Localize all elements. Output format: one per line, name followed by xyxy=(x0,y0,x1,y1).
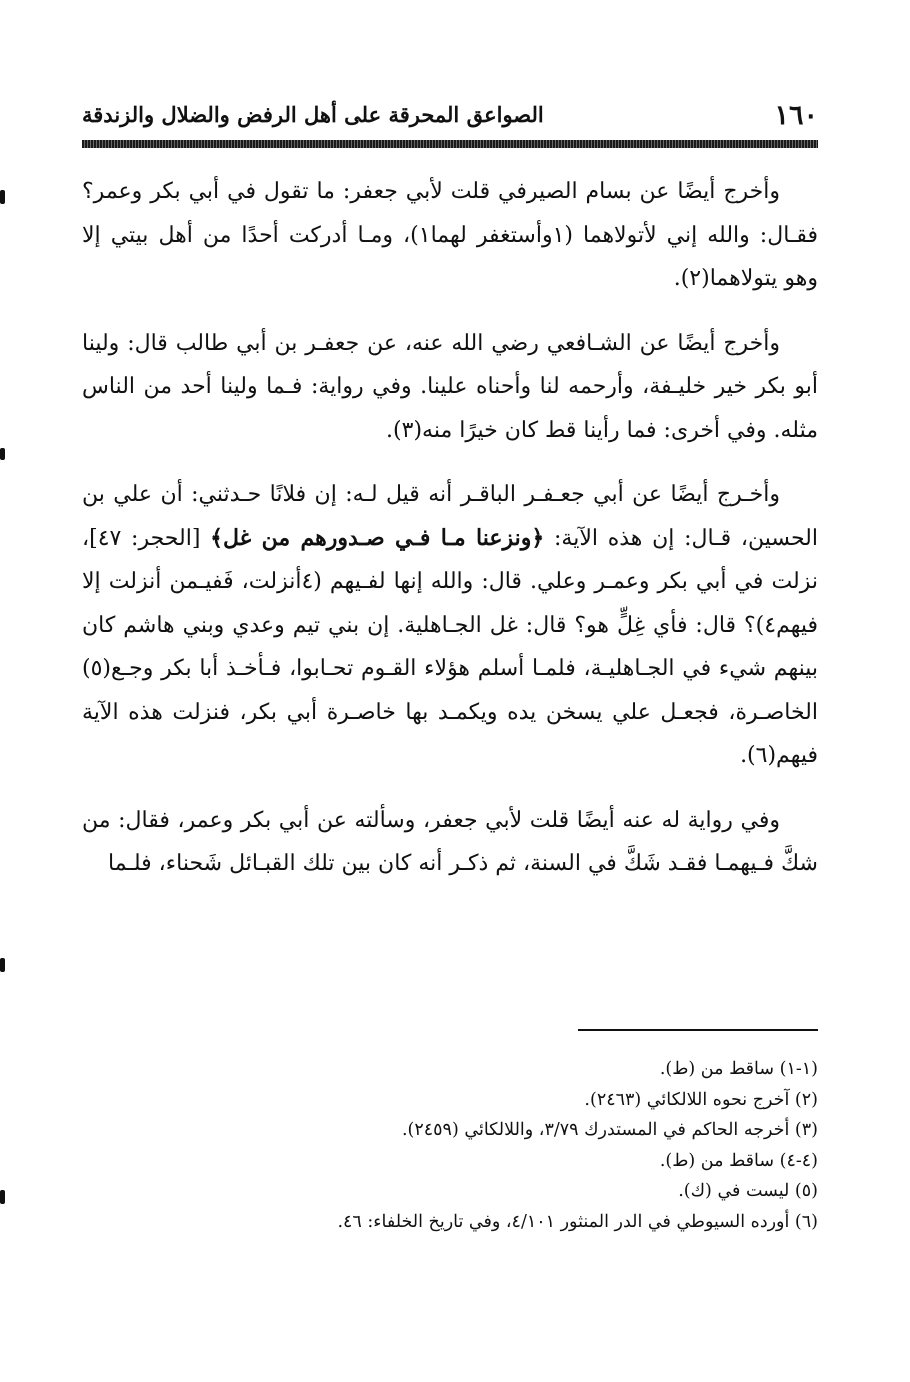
paragraph-4: وفي رواية له عنه أيضًا قلت لأبي جعفر، وسألته عن أبي بكر وعمر، فقال: من شكَّ فـيهمـا فقـد شَكَّ في السنة، ثم ذكـر أنه كان بين تلك القبـائل شَحناء، فلـما xyxy=(82,807,818,876)
paragraph-3-rest: [الحجر: ٤٧]، نزلت في أبي بكر وعمـر وعلي. قال: والله إنها لفـيهم (٤أنزلت، فَفيـمن أنزلت إلا فيهم٤)؟ قال: فأي غِلٍّ هو؟ قال: غل الجـاهلية. إن بني تيم وعدي وبني هاشم كان بينهم شيء في الجـاهليـة، فلمـا أسلم هؤلاء القـوم تحـابوا، فـأخـذ أبا بكر وجـع(٥) الخاصـرة، فجعـل علي يسخن يده ويكمـد بها خاصـرة أبي بكر، فنزلت هذه الآية فيهم(٦). xyxy=(82,525,819,768)
footnote-1: (١-١) ساقط من (ط). xyxy=(659,1059,818,1079)
page-number: ١٦٠ xyxy=(774,100,818,131)
footnote-5: (٥) ليست في (ك). xyxy=(678,1181,818,1202)
footnote-3: (٣) أخرجه الحاكم في المستدرك ٣/٧٩، واللالكائي (٢٤٥٩). xyxy=(401,1120,818,1141)
running-title: الصواعق المحرقة على أهل الرفض والضلال والزندقة xyxy=(82,102,544,127)
paragraph-2: وأخرج أيضًا عن الشـافعي رضي الله عنه، عن جعفـر بن أبي طالب قال: ولينا أبو بكر خير خليـفة، وأرحمه لنا وأحناه علينا. وفي رواية: فـما ولينا أحد من الناس مثله. وفي أخرى: فما رأينا قط كان خيرًا منه(٣). xyxy=(82,330,818,443)
footnote-6: (٦) أورده السيوطي في الدر المنثور ٤/١٠١، وفي تاريخ الخلفاء: ٤٦. xyxy=(337,1211,818,1232)
main-text xyxy=(82,170,818,886)
quran-verse: ﴿ونزعنا مـا فـي صـدورهم من غل﴾ xyxy=(210,524,545,551)
running-head xyxy=(82,96,818,136)
scan-edge-mark xyxy=(0,448,5,460)
scan-edge-mark xyxy=(0,1190,5,1204)
footnote-4: (٤-٤) ساقط من (ط). xyxy=(659,1150,818,1171)
footnotes xyxy=(82,1054,818,1238)
paragraph-3 xyxy=(82,473,818,778)
footnote-separator xyxy=(578,1029,818,1031)
scan-edge-mark xyxy=(0,958,5,972)
scan-edge-mark xyxy=(0,190,5,204)
footnote-2: (٢) آخرج نحوه اللالكائي (٢٤٦٣). xyxy=(584,1089,818,1110)
paragraph-3-intro: وأخـرج أيضًا عن أبي جعـفـر الباقـر أنه قيل لـه: إن فلانًا حـدثني: أن علي بن الحسين، قـال: إن هذه الآية: xyxy=(82,482,818,551)
header-rule xyxy=(82,140,818,148)
paragraph-1: وأخرج أيضًا عن بسام الصيرفي قلت لأبي جعفر: ما تقول في أبي بكر وعمر؟ فقـال: والله إني لأتولاهما (١وأستغفر لهما١)، ومـا أدركت أحدًا من أهل بيتي إلا وهو يتولاهما(٢). xyxy=(82,179,818,291)
